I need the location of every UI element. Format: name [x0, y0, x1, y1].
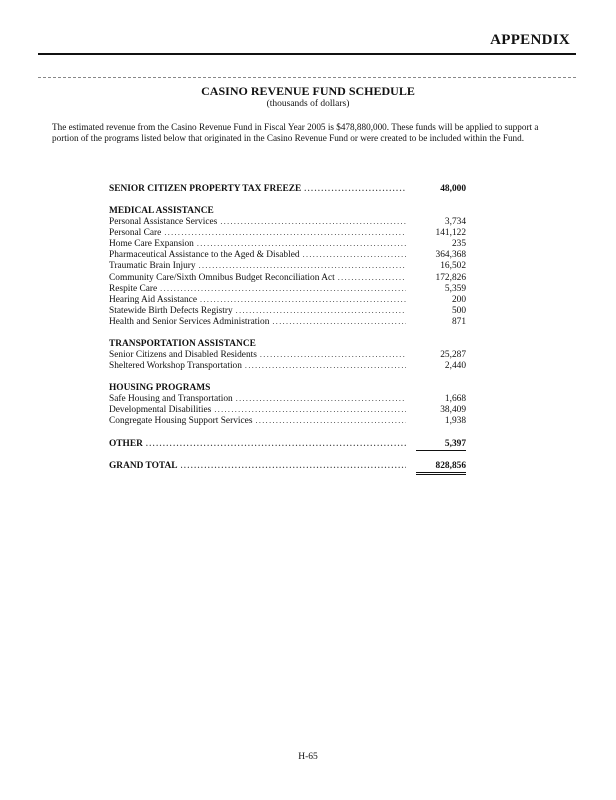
row-value: 38,409	[440, 405, 466, 416]
separator-rule	[38, 77, 576, 78]
row-label: GRAND TOTAL	[109, 460, 178, 471]
dot-leader	[214, 405, 406, 414]
row-value: 871	[451, 316, 466, 327]
dot-leader	[164, 228, 406, 237]
row-label: Health and Senior Services Administration	[109, 316, 270, 327]
dot-leader	[160, 284, 406, 293]
row-value: 235	[451, 239, 466, 250]
row-label: Safe Housing and Transportation	[109, 394, 233, 405]
table-row	[109, 317, 466, 328]
schedule-title: CASINO REVENUE FUND SCHEDULE	[201, 84, 415, 98]
dot-leader	[303, 250, 406, 259]
section-heading-transportation: TRANSPORTATION ASSISTANCE	[109, 339, 256, 350]
row-value: 141,122	[435, 228, 466, 239]
row-value: 200	[451, 294, 466, 305]
header-rule	[38, 53, 576, 55]
row-value: 1,938	[444, 416, 466, 427]
row-value: 364,368	[435, 250, 466, 261]
row-label: Statewide Birth Defects Registry	[109, 305, 233, 316]
table-row	[109, 405, 466, 416]
table-row	[109, 394, 466, 405]
dot-leader	[255, 416, 406, 425]
row-label: OTHER	[109, 438, 143, 449]
page-number: H-65	[298, 752, 318, 762]
dot-leader	[197, 239, 406, 248]
appendix-heading: APPENDIX	[490, 32, 570, 48]
row-label: Hearing Aid Assistance	[109, 294, 198, 305]
dot-leader	[199, 261, 406, 270]
table-row	[109, 217, 466, 228]
grand-total-value: 828,856	[416, 461, 466, 475]
row-value: 5,359	[444, 283, 466, 294]
row-value: 5,397	[416, 439, 466, 451]
table-row	[109, 350, 466, 361]
dot-leader	[260, 350, 406, 359]
row-label: Sheltered Workshop Transportation	[109, 361, 242, 372]
dot-leader	[272, 317, 406, 326]
row-value: 3,734	[444, 217, 466, 228]
senior-freeze-row	[109, 184, 466, 195]
row-label: Senior Citizens and Disabled Residents	[109, 350, 257, 361]
grand-total-row	[109, 461, 466, 472]
table-row	[109, 261, 466, 272]
table-row	[109, 416, 466, 427]
row-label: Traumatic Brain Injury	[109, 261, 196, 272]
dot-leader	[338, 273, 406, 282]
dot-leader	[236, 306, 406, 315]
row-value: 500	[451, 305, 466, 316]
dot-leader	[220, 217, 406, 226]
row-label: Home Care Expansion	[109, 239, 194, 250]
table-row	[109, 306, 466, 317]
row-value: 172,826	[435, 272, 466, 283]
row-value: 25,287	[440, 350, 466, 361]
table-row	[109, 361, 466, 372]
table-row	[109, 239, 466, 250]
row-value: 1,668	[444, 394, 466, 405]
table-row	[109, 250, 466, 261]
other-row	[109, 439, 466, 450]
schedule-table	[109, 184, 466, 472]
dot-leader	[146, 439, 406, 448]
row-label: Respite Care	[109, 283, 158, 294]
row-value: 16,502	[440, 261, 466, 272]
row-label: Pharmaceutical Assistance to the Aged & Disabled	[109, 250, 300, 261]
row-label: Developmental Disabilities	[109, 405, 212, 416]
row-label: SENIOR CITIZEN PROPERTY TAX FREEZE	[109, 184, 302, 194]
row-label: Congregate Housing Support Services	[109, 416, 253, 427]
table-row	[109, 284, 466, 295]
dot-leader	[304, 184, 406, 193]
row-value: 2,440	[444, 361, 466, 372]
dot-leader	[200, 295, 406, 304]
schedule-subtitle: (thousands of dollars)	[266, 99, 350, 109]
row-label: Personal Care	[109, 228, 162, 239]
table-row	[109, 295, 466, 306]
row-label: Personal Assistance Services	[109, 217, 218, 228]
section-heading-medical: MEDICAL ASSISTANCE	[109, 206, 214, 217]
section-heading-housing: HOUSING PROGRAMS	[109, 383, 211, 394]
table-row	[109, 228, 466, 239]
dot-leader	[236, 394, 406, 403]
dot-leader	[181, 461, 406, 470]
row-value: 48,000	[440, 184, 466, 194]
dot-leader	[245, 361, 406, 370]
intro-paragraph: The estimated revenue from the Casino Revenue Fund in Fiscal Year 2005 is $478,880,000. These funds will be applied to support a portion of the programs listed below that originated in the Casino Revenue Fund or were created to be included within the Fund.	[52, 122, 539, 143]
row-label: Community Care/Sixth Omnibus Budget Reconciliation Act	[109, 272, 335, 283]
table-row	[109, 273, 466, 284]
